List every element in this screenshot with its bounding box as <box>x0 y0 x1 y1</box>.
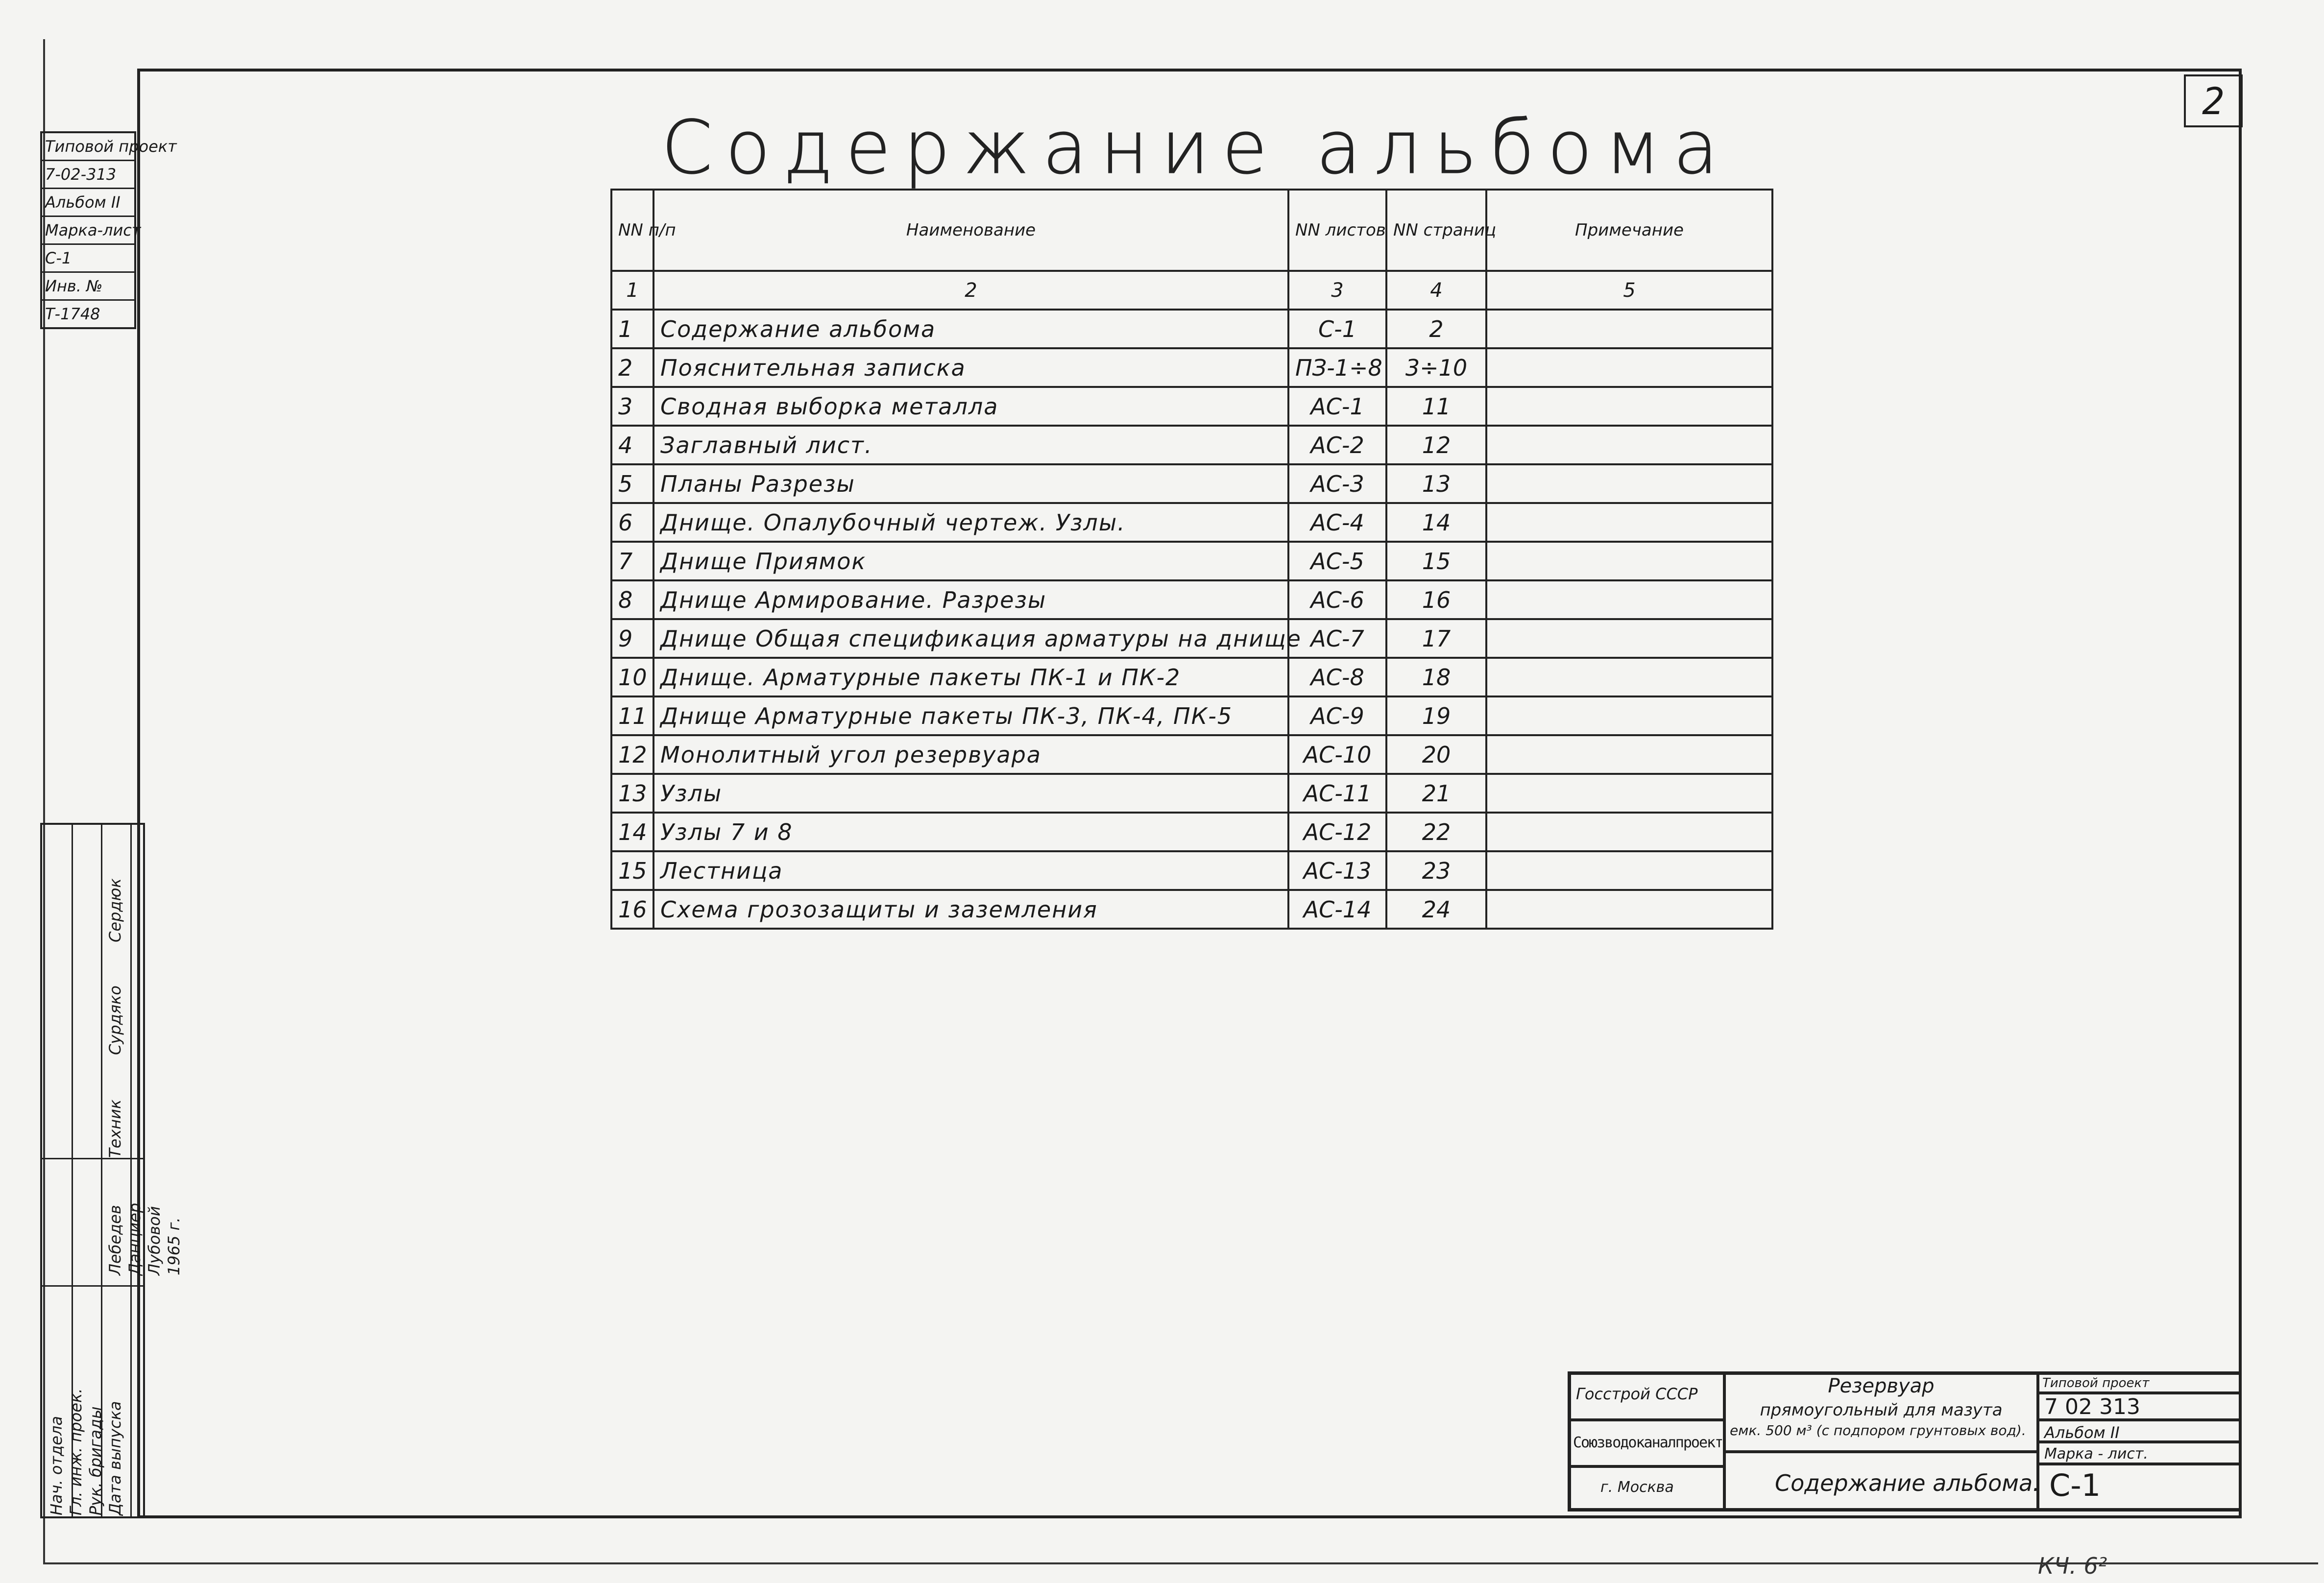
sig-date: 1965 г. <box>165 1217 183 1275</box>
row-number: 4 <box>611 426 654 464</box>
header-name: Наименование <box>654 190 1288 271</box>
row-name: Пояснительная записка <box>654 348 1288 387</box>
row-page: 17 <box>1386 619 1486 658</box>
row-number: 3 <box>611 387 654 426</box>
row-sheet: АС-11 <box>1288 774 1386 813</box>
row-note <box>1486 735 1772 774</box>
row-name: Днище Приямок <box>654 542 1288 580</box>
row-name: Монолитный угол резервуара <box>654 735 1288 774</box>
stamp-line: Типовой проект <box>42 133 134 161</box>
index-cell: 4 <box>1386 271 1486 310</box>
sig-name: Лубовой <box>145 1206 164 1275</box>
row-page: 21 <box>1386 774 1486 813</box>
row-sheet: АС-6 <box>1288 580 1386 619</box>
row-page: 15 <box>1386 542 1486 580</box>
row-name: Днище. Арматурные пакеты ПК-1 и ПК-2 <box>654 658 1288 696</box>
row-page: 14 <box>1386 503 1486 542</box>
row-number: 10 <box>611 658 654 696</box>
row-number: 12 <box>611 735 654 774</box>
row-sheet: АС-5 <box>1288 542 1386 580</box>
mark-label: Марка - лист. <box>2038 1442 2241 1464</box>
row-sheet: ПЗ-1÷8 <box>1288 348 1386 387</box>
table-row <box>611 813 1772 851</box>
project-stamp-left <box>40 131 177 329</box>
row-page: 16 <box>1386 580 1486 619</box>
row-sheet: АС-9 <box>1288 696 1386 735</box>
sig-name: Данциер <box>125 1202 144 1275</box>
row-name: Планы Разрезы <box>654 464 1288 503</box>
row-sheet: АС-7 <box>1288 619 1386 658</box>
row-sheet: АС-4 <box>1288 503 1386 542</box>
row-page: 22 <box>1386 813 1486 851</box>
row-page: 2 <box>1386 310 1486 348</box>
table-row <box>611 735 1772 774</box>
row-page: 23 <box>1386 851 1486 890</box>
type-project-value: 7 02 313 <box>2038 1393 2241 1420</box>
row-name: Днище. Опалубочный чертеж. Узлы. <box>654 503 1288 542</box>
row-sheet: АС-2 <box>1288 426 1386 464</box>
table-row <box>611 619 1772 658</box>
stamp-line: Т-1748 <box>45 305 100 323</box>
sig-upper-label: Техник <box>106 1099 124 1158</box>
table-row <box>611 774 1772 813</box>
row-note <box>1486 619 1772 658</box>
table-row <box>611 658 1772 696</box>
table-row <box>611 851 1772 890</box>
stamp-line: С-1 <box>42 245 134 273</box>
type-project-label: Типовой проект <box>2038 1373 2241 1393</box>
sheet-title: Содержание альбома. <box>1724 1452 2038 1510</box>
mark-value: С-1 <box>2038 1464 2241 1510</box>
sig-role: Дата выпуска <box>106 1401 124 1515</box>
row-page: 13 <box>1386 464 1486 503</box>
row-note <box>1486 387 1772 426</box>
table-row <box>611 387 1772 426</box>
row-name: Лестница <box>654 851 1288 890</box>
row-sheet: АС-13 <box>1288 851 1386 890</box>
row-name: Днище Арматурные пакеты ПК-3, ПК-4, ПК-5 <box>654 696 1288 735</box>
stamp-line: Альбом II <box>42 189 134 217</box>
row-note <box>1486 774 1772 813</box>
row-page: 3÷10 <box>1386 348 1486 387</box>
row-note <box>1486 580 1772 619</box>
row-note <box>1486 851 1772 890</box>
sig-name: Лебедев <box>106 1205 124 1275</box>
row-page: 24 <box>1386 890 1486 929</box>
row-note <box>1486 813 1772 851</box>
row-note <box>1486 890 1772 929</box>
row-name: Днище Общая спецификация арматуры на днище <box>654 619 1288 658</box>
row-number: 2 <box>611 348 654 387</box>
sig-divider <box>42 1285 143 1287</box>
index-cell: 1 <box>611 271 654 310</box>
sheet-number: 2 <box>2184 74 2243 127</box>
contents-table <box>610 189 1773 930</box>
table-row <box>611 580 1772 619</box>
row-number: 9 <box>611 619 654 658</box>
row-name: Сводная выборка металла <box>654 387 1288 426</box>
index-cell: 5 <box>1486 271 1772 310</box>
sig-role: Гл. инж. проек. <box>67 1388 85 1515</box>
table-row <box>611 426 1772 464</box>
row-number: 6 <box>611 503 654 542</box>
row-name: Узлы 7 и 8 <box>654 813 1288 851</box>
table-row <box>611 542 1772 580</box>
row-note <box>1486 696 1772 735</box>
row-sheet: АС-14 <box>1288 890 1386 929</box>
row-number: 5 <box>611 464 654 503</box>
org-cell: Союзводоканалпроект <box>1570 1420 1724 1466</box>
row-name: Днище Армирование. Разрезы <box>654 580 1288 619</box>
row-note <box>1486 542 1772 580</box>
row-note <box>1486 310 1772 348</box>
index-cell: 2 <box>654 271 1288 310</box>
object-desc2: емк. 500 м³ (с подпором грунтовых вод). <box>1724 1422 2038 1452</box>
sig-upper-label: Сурдяко <box>106 985 124 1055</box>
row-page: 19 <box>1386 696 1486 735</box>
row-note <box>1486 426 1772 464</box>
sig-role: Рук. бригады <box>86 1406 105 1515</box>
page-title: Содержание альбома <box>661 105 1731 191</box>
header-sheets: NN листов <box>1288 190 1386 271</box>
row-sheet: АС-12 <box>1288 813 1386 851</box>
row-number: 13 <box>611 774 654 813</box>
row-number: 11 <box>611 696 654 735</box>
signature-block <box>40 823 183 1518</box>
row-number: 7 <box>611 542 654 580</box>
city-cell: г. Москва <box>1570 1466 1724 1510</box>
handwritten-note: КЧ. 6² <box>2038 1553 2107 1579</box>
row-page: 18 <box>1386 658 1486 696</box>
index-cell: 3 <box>1288 271 1386 310</box>
index-row <box>611 271 1772 310</box>
stamp-line: 7-02-313 <box>42 161 134 189</box>
row-name: Узлы <box>654 774 1288 813</box>
org-cell: Госстрой СССР <box>1570 1373 1724 1420</box>
row-sheet: С-1 <box>1288 310 1386 348</box>
table-row <box>611 890 1772 929</box>
row-page: 11 <box>1386 387 1486 426</box>
row-sheet: АС-3 <box>1288 464 1386 503</box>
row-name: Содержание альбома <box>654 310 1288 348</box>
title-block <box>1568 1371 2242 1511</box>
row-sheet: АС-8 <box>1288 658 1386 696</box>
album-label: Альбом II <box>2038 1420 2241 1442</box>
row-note <box>1486 658 1772 696</box>
sig-divider <box>42 1158 143 1159</box>
row-number: 14 <box>611 813 654 851</box>
object-desc: прямоугольный для мазута <box>1724 1400 2038 1422</box>
row-number: 8 <box>611 580 654 619</box>
header-num: NN п/п <box>611 190 654 271</box>
row-note <box>1486 348 1772 387</box>
stamp-line: Инв. № <box>42 273 134 301</box>
row-page: 20 <box>1386 735 1486 774</box>
sig-upper-label: Сердюк <box>106 878 124 942</box>
row-name: Заглавный лист. <box>654 426 1288 464</box>
table-row <box>611 503 1772 542</box>
row-page: 12 <box>1386 426 1486 464</box>
header-pages: NN страниц <box>1386 190 1486 271</box>
stamp-line: Марка-лист <box>42 217 134 245</box>
row-note <box>1486 464 1772 503</box>
row-sheet: АС-10 <box>1288 735 1386 774</box>
table-row <box>611 310 1772 348</box>
row-note <box>1486 503 1772 542</box>
table-row <box>611 464 1772 503</box>
row-number: 15 <box>611 851 654 890</box>
row-number: 1 <box>611 310 654 348</box>
header-note: Примечание <box>1486 190 1772 271</box>
object-title: Резервуар <box>1724 1373 2038 1403</box>
row-number: 16 <box>611 890 654 929</box>
row-name: Схема грозозащиты и заземления <box>654 890 1288 929</box>
table-row <box>611 348 1772 387</box>
table-row <box>611 696 1772 735</box>
row-sheet: АС-1 <box>1288 387 1386 426</box>
sig-role: Нач. отдела <box>47 1415 66 1515</box>
